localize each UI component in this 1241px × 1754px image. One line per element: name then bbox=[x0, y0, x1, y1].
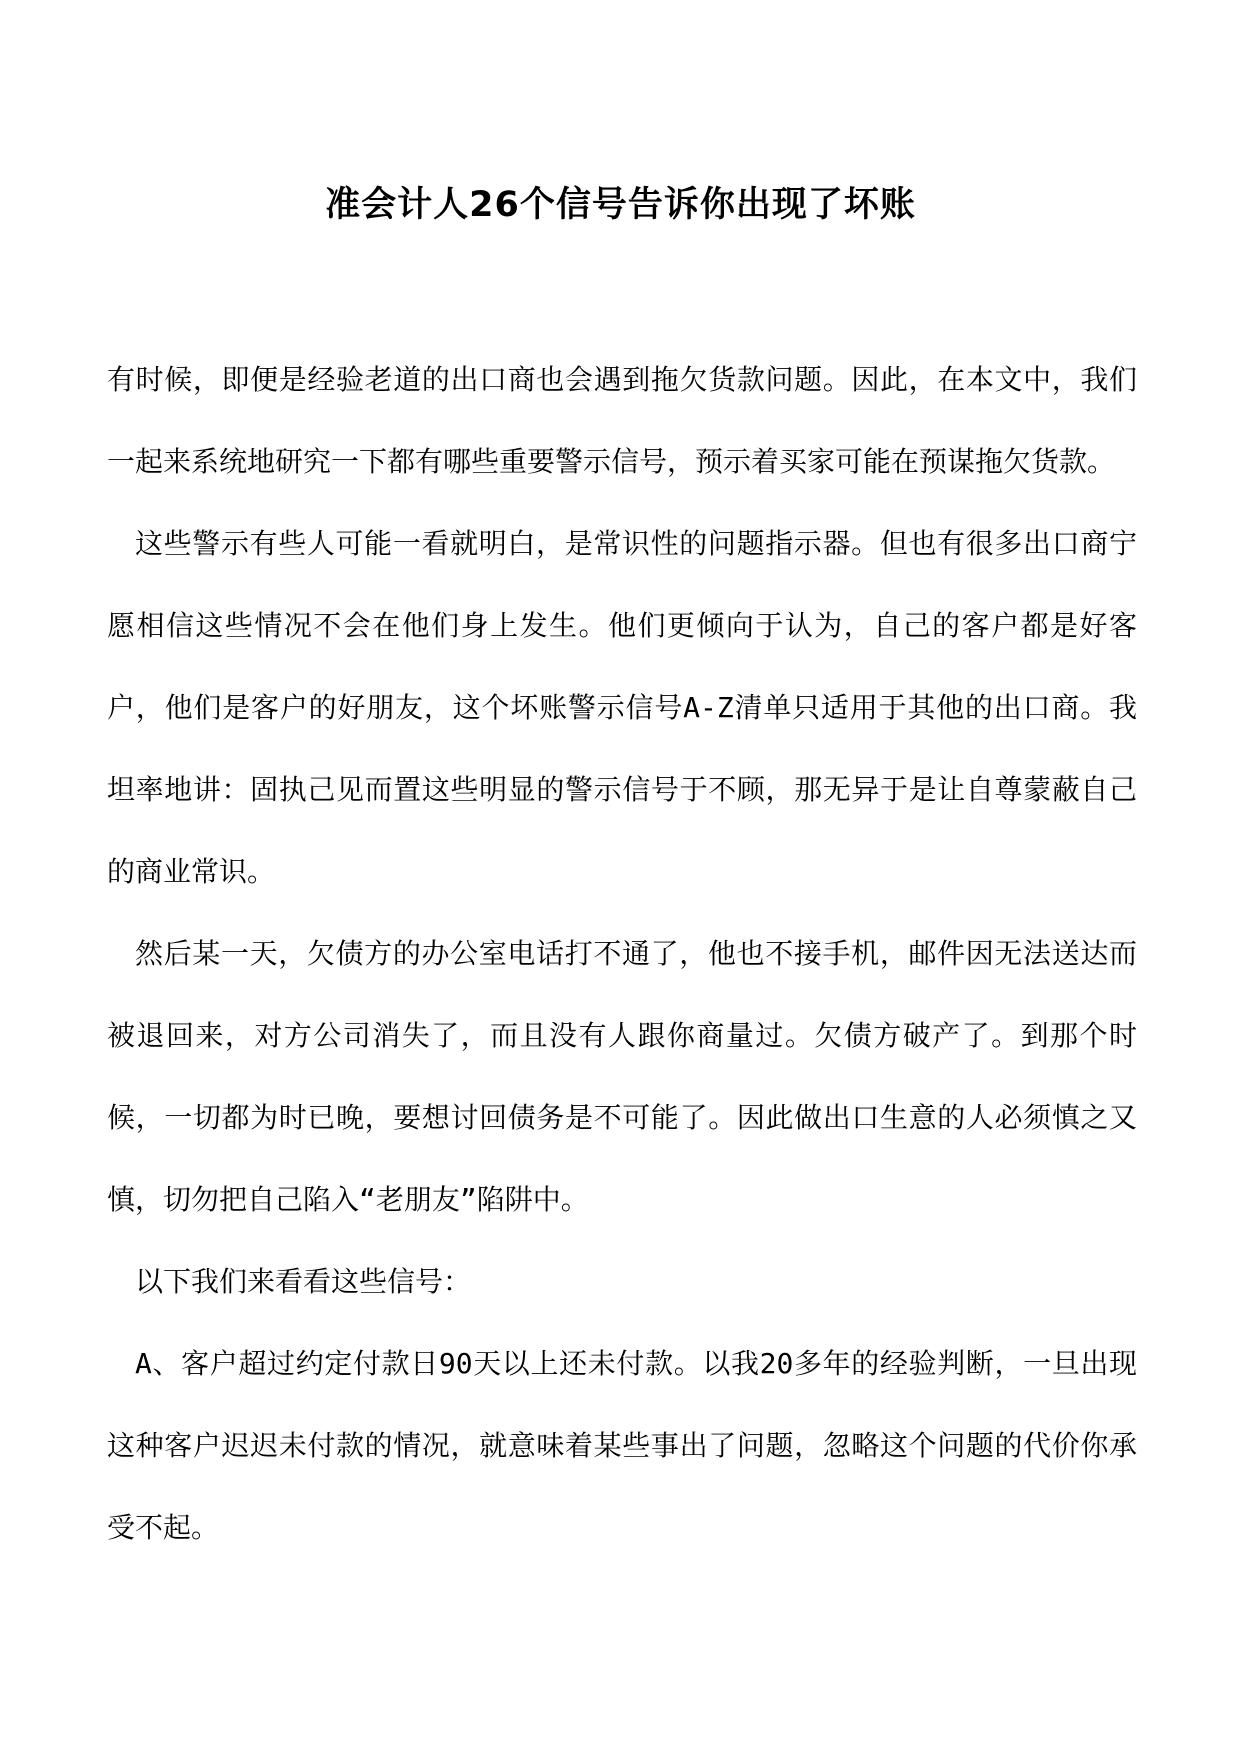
paragraph-warning-signs: 这些警示有些人可能一看就明白，是常识性的问题指示器。但也有很多出口商宁愿相信这些情况不会在他们身上发生。他们更倾向于认为，自己的客户都是好客户，他们是客户的好朋友，这个坏账警示信号A-Z清单只适用于其他的出口商。我坦率地讲：固执己见而置这些明显的警示信号于不顾，那无异于是让自尊蒙蔽自己的商业常识。 bbox=[107, 527, 1137, 888]
paragraph-intro: 有时候，即便是经验老道的出口商也会遇到拖欠货款问题。因此，在本文中，我们一起来系统地研究一下都有哪些重要警示信号，预示着买家可能在预谋拖欠货款。 bbox=[107, 363, 1137, 478]
paragraph-signals-intro: 以下我们来看看这些信号： bbox=[135, 1265, 472, 1298]
document-title: 准会计人26个信号告诉你出现了坏账 bbox=[325, 185, 916, 226]
paragraph-debtor-disappears: 然后某一天，欠债方的办公室电话打不通了，他也不接手机，邮件因无法送达而被退回来，对方公司消失了，而且没有人跟你商量过。欠债方破产了。到那个时候，一切都为时已晚，要想讨回债务是不可能了。因此做出口生意的人必须慎之又慎，切勿把自己陷入“老朋友”陷阱中。 bbox=[107, 937, 1137, 1216]
paragraph-signal-a: A、客户超过约定付款日90天以上还未付款。以我20多年的经验判断，一旦出现这种客户迟迟未付款的情况，就意味着某些事出了问题，忽略这个问题的代价你承受不起。 bbox=[107, 1347, 1137, 1544]
document-body bbox=[107, 339, 1137, 1569]
